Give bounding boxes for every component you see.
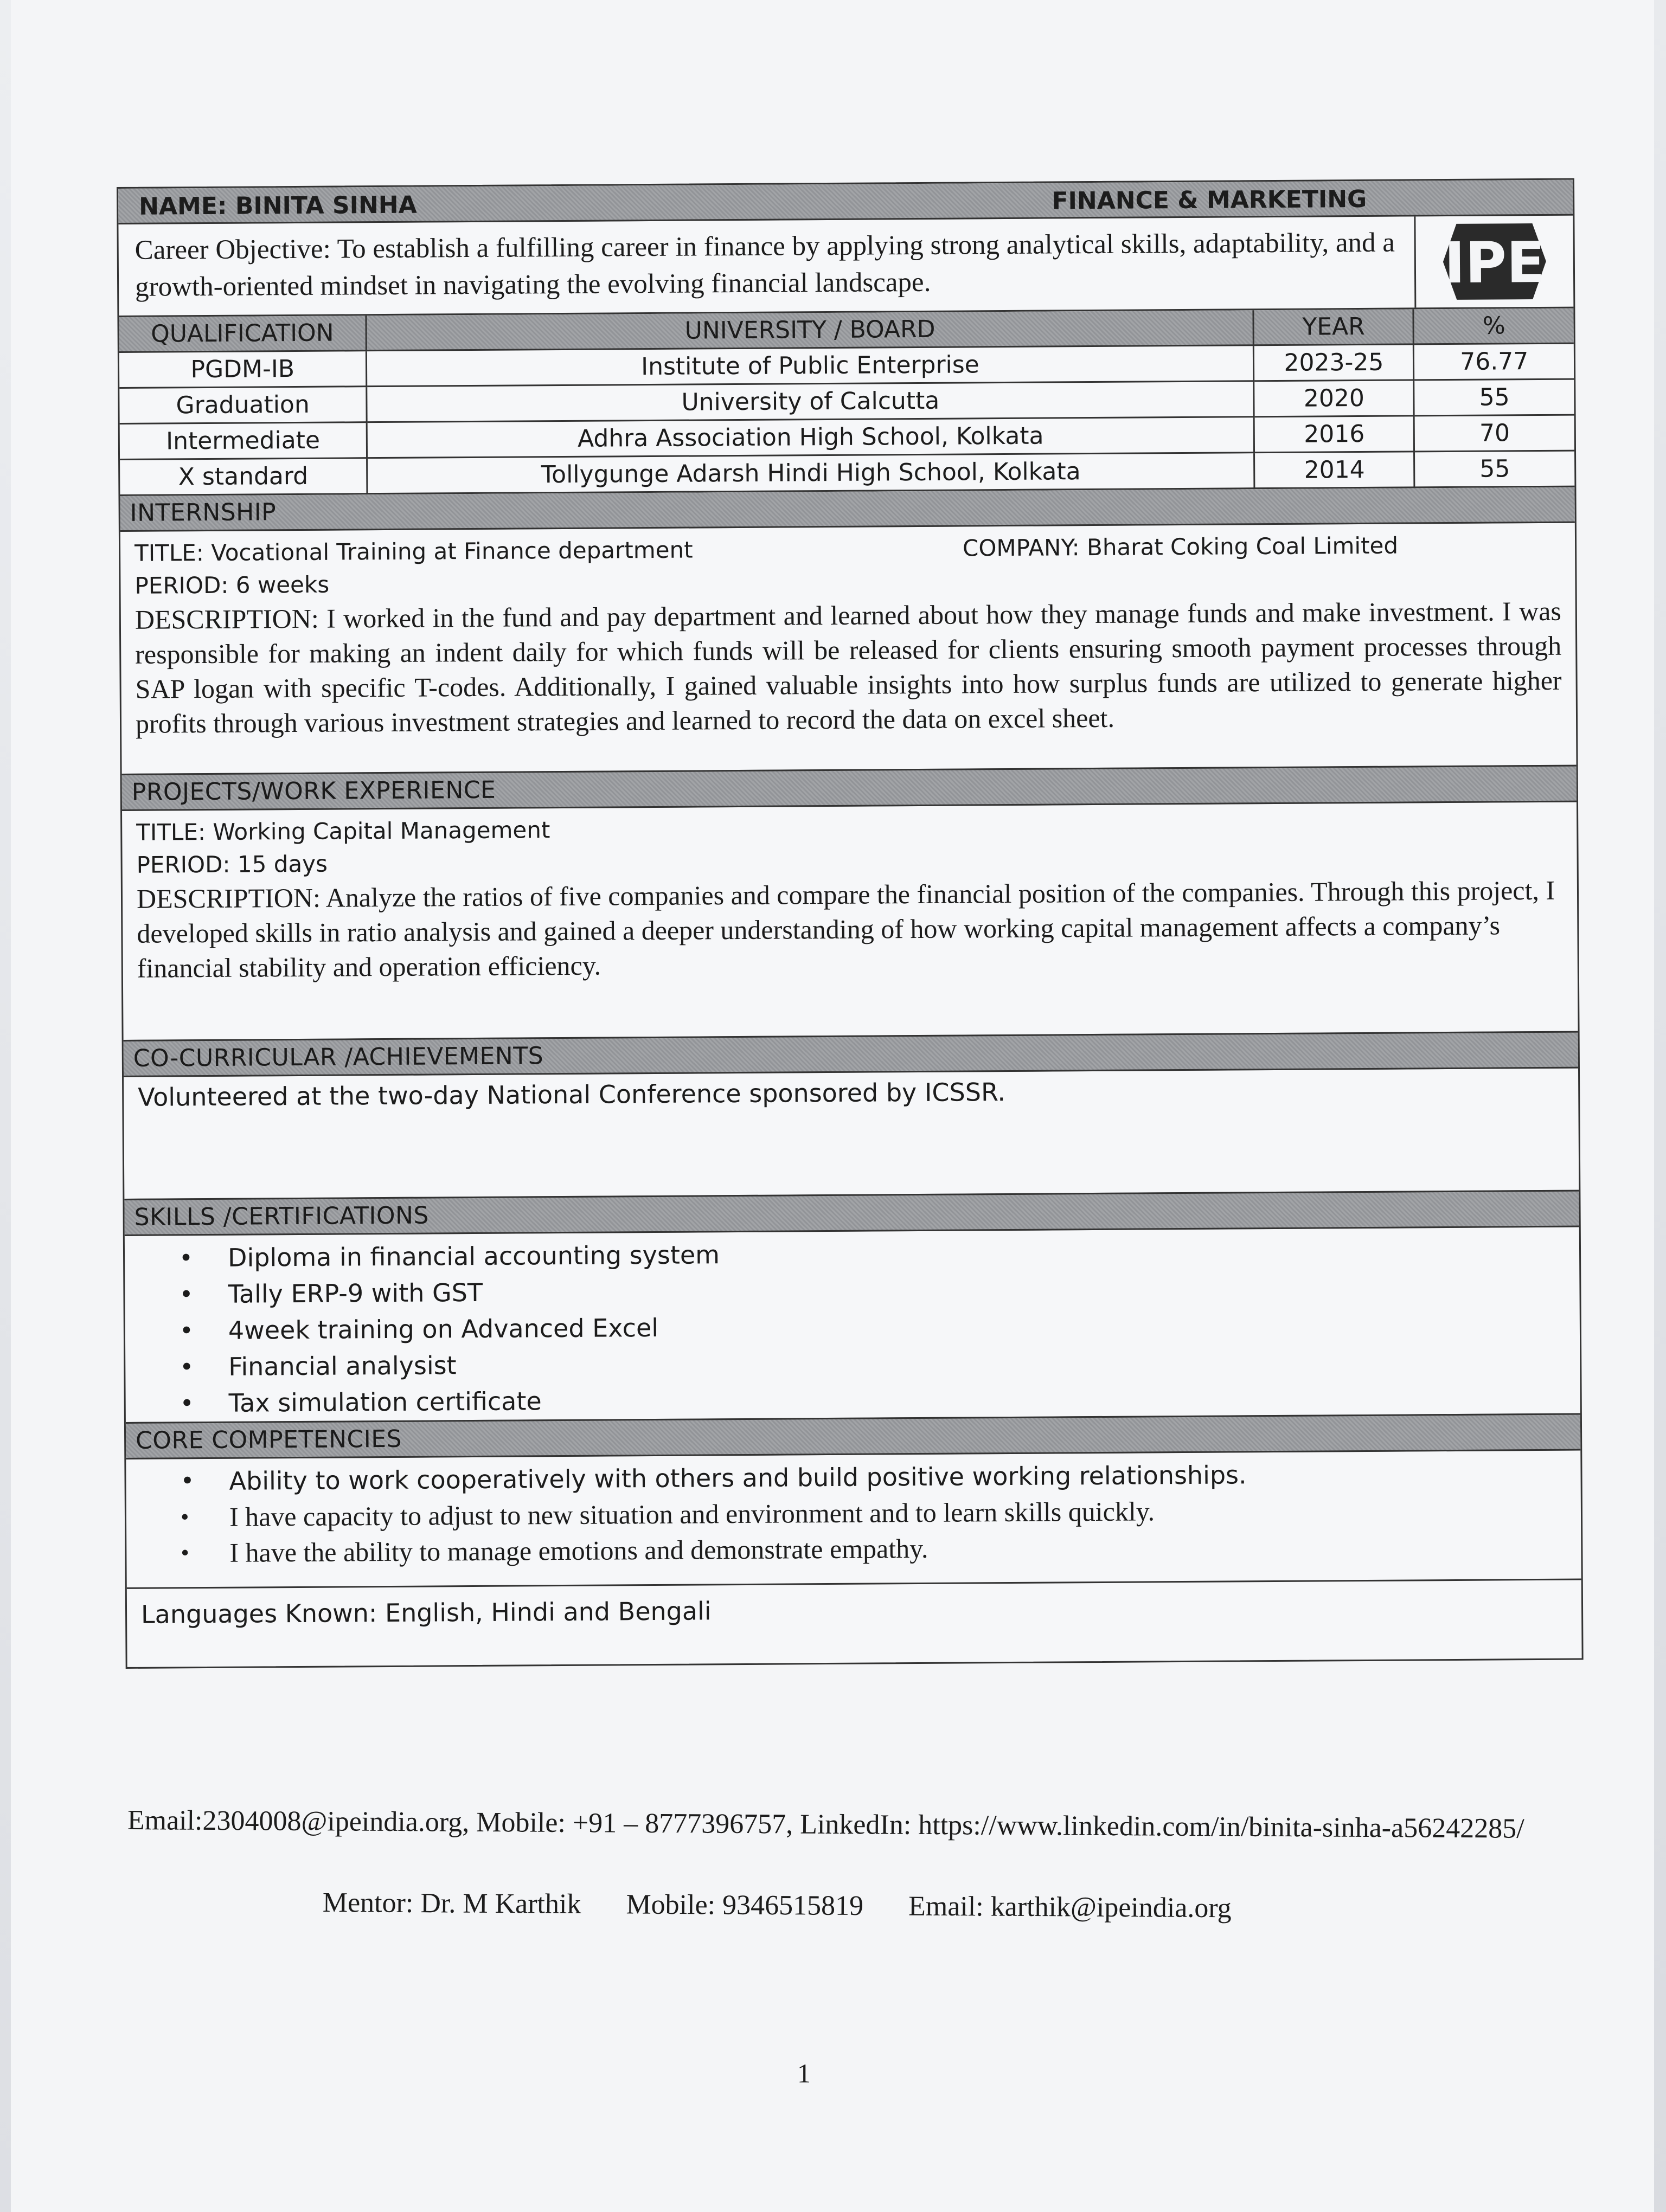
contact-line: Email:2304008@ipeindia.org, Mobile: +91 – 8777396757, LinkedIn: https://www.linkedin.com/in/binita-sinha-a56242285/	[127, 1805, 1524, 1844]
svg-text:IPE: IPE	[1444, 229, 1546, 297]
competencies-list	[126, 1451, 1581, 1587]
cell-board: Adhra Association High School, Kolkata	[367, 417, 1254, 458]
list-item: • Tally ERP-9 with GST	[228, 1268, 1579, 1313]
career-objective: Career Objective: To establish a fulfilling career in finance by applying strong analytical skills, adaptability, and a growth-oriented mindset in navigating the evolving financial landscape.	[118, 216, 1416, 316]
cell-year: 2014	[1254, 452, 1414, 488]
achievements-heading: CO-CURRICULAR /ACHIEVEMENTS	[124, 1031, 1578, 1077]
mentor-mobile: Mobile: 9346515819	[626, 1889, 864, 1922]
objective-row	[118, 216, 1573, 317]
list-item: • Financial analysist	[228, 1341, 1580, 1385]
paper-page	[11, 0, 1654, 2212]
mentor-line	[323, 1887, 1270, 1925]
col-year: YEAR	[1253, 309, 1413, 345]
cell-percent: 55	[1414, 451, 1574, 487]
project-title: TITLE: Working Capital Management	[136, 816, 550, 846]
cell-qualification: Intermediate	[120, 422, 367, 460]
col-percent: %	[1413, 308, 1573, 344]
mentor-email: Email: karthik@ipeindia.org	[908, 1891, 1232, 1924]
achievement-text: Volunteered at the two-day National Conference sponsored by ICSSR.	[138, 1077, 1006, 1112]
projects-section	[122, 802, 1578, 1040]
project-period: PERIOD: 15 days	[136, 850, 328, 878]
list-item: • Tax simulation certificate	[229, 1377, 1580, 1422]
col-university: UNIVERSITY / BOARD	[366, 310, 1253, 350]
specialization: FINANCE & MARKETING	[1052, 185, 1367, 215]
list-item: • Ability to work cooperatively with others and build positive working relationships.	[229, 1455, 1580, 1499]
cell-qualification: X standard	[120, 458, 367, 496]
internship-company: COMPANY: Bharat Coking Coal Limited	[962, 532, 1399, 562]
internship-heading: INTERNSHIP	[120, 487, 1574, 532]
cell-percent: 76.77	[1414, 343, 1574, 380]
list-item: • Diploma in financial accounting system	[228, 1232, 1579, 1276]
list-item: • I have capacity to adjust to new situation and environment and to learn skills quickly.	[229, 1491, 1581, 1535]
cell-year: 2023-25	[1254, 344, 1414, 381]
project-description: DESCRIPTION: Analyze the ratios of five companies and compare the financial position of the companies. Through this project, I developed skills in ratio analysis and gained a deeper understanding of how working capital management affects a company’s financial stability and operation efficiency.	[136, 874, 1555, 983]
internship-title: TITLE: Vocational Training at Finance department	[134, 536, 693, 567]
education-table	[119, 308, 1574, 496]
cell-percent: 55	[1414, 379, 1574, 416]
ipe-logo	[1415, 216, 1573, 308]
cell-year: 2016	[1254, 416, 1414, 453]
skills-list	[125, 1227, 1580, 1422]
achievements-section	[124, 1069, 1579, 1199]
cell-qualification: PGDM-IB	[119, 351, 367, 388]
cell-qualification: Graduation	[119, 387, 367, 424]
internship-period: PERIOD: 6 weeks	[134, 571, 330, 599]
internship-description: DESCRIPTION: I worked in the fund and pay department and learned about how they manage funds and make investment. I was responsible for making an indent daily for which funds will be released for clients ensuring smooth payment processes through SAP logan with specific T-codes. Additionally, I gained valuable insights into how surplus funds are utilized to generate higher profits through various investment strategies and learned to record the data on excel sheet.	[134, 595, 1562, 739]
list-item: • 4week training on Advanced Excel	[228, 1304, 1580, 1349]
page-number: 1	[797, 2058, 811, 2088]
cell-year: 2020	[1254, 380, 1414, 417]
candidate-name: NAME: BINITA SINHA	[139, 191, 417, 221]
internship-section	[120, 523, 1577, 774]
cell-percent: 70	[1414, 415, 1574, 452]
languages-known: Languages Known: English, Hindi and Bengali	[127, 1579, 1582, 1667]
resume-sheet	[117, 178, 1584, 1669]
mentor-name: Mentor: Dr. M Karthik	[322, 1887, 581, 1920]
cell-board: Institute of Public Enterprise	[367, 345, 1254, 387]
cell-board: University of Calcutta	[367, 381, 1254, 422]
cell-board: Tollygunge Adarsh Hindi High School, Kolkata	[367, 453, 1254, 494]
skills-heading: SKILLS /CERTIFICATIONS	[124, 1190, 1579, 1236]
col-qualification: QUALIFICATION	[119, 316, 366, 352]
list-item: • I have the ability to manage emotions and demonstrate empathy.	[229, 1527, 1581, 1571]
projects-heading: PROJECTS/WORK EXPERIENCE	[122, 765, 1577, 811]
ipe-logo-icon	[1440, 218, 1549, 305]
competencies-heading: CORE COMPETENCIES	[126, 1413, 1580, 1459]
